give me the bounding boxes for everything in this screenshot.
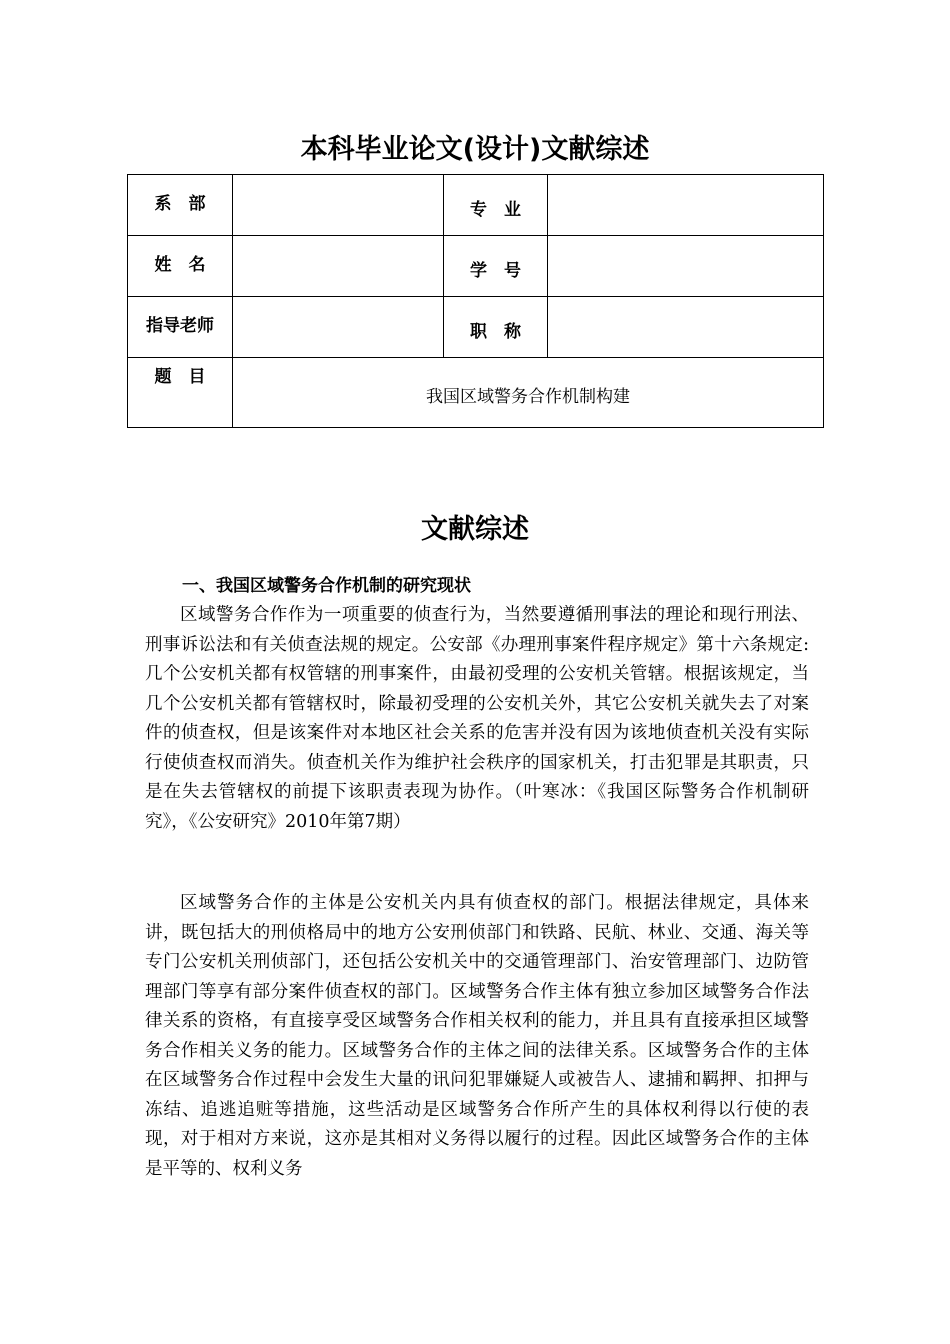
info-table xyxy=(127,174,824,428)
major-label-cell xyxy=(444,175,548,236)
body-paragraph: 区域警务合作的主体是公安机关内具有侦查权的部门。根据法律规定，具体来讲，既包括大的刑侦格局中的地方公安刑侦部门和铁路、民航、林业、交通、海关等专门公安机关刑侦部门，还包括公安机关中的交通管理部门、治安管理部门、边防管理部门等享有部分案件侦查权的部门。区域警务合作主体有独立参加区域警务合作法律关系的资格，有直接享受区域警务合作相关权利的能力，并且具有直接承担区域警务合作相关义务的能力。区域警务合作的主体之间的法律关系。区域警务合作的主体在区域警务合作过程中会发生大量的讯问犯罪嫌疑人或被告人、逮捕和羁押、扣押与冻结、追逃追赃等措施，这些活动是区域警务合作所产生的具体权利得以行使的表现，对于相对方来说，这亦是其相对义务得以履行的过程。因此区域警务合作的主体是平等的、权利义务 xyxy=(145,893,809,1179)
advisor-title-value-cell xyxy=(548,297,824,358)
topic-label: 题 目 xyxy=(154,367,206,387)
advisor-title-label: 职 称 xyxy=(470,322,521,342)
advisor-value-cell xyxy=(233,297,444,358)
table-row xyxy=(128,175,824,236)
table-row xyxy=(128,236,824,297)
table-row xyxy=(128,358,824,428)
major-label: 专 业 xyxy=(470,200,521,220)
topic-label-cell xyxy=(128,358,233,428)
name-label: 姓 名 xyxy=(154,255,206,275)
advisor-label-cell xyxy=(128,297,233,358)
advisor-title-label-cell xyxy=(444,297,548,358)
student-id-label-cell xyxy=(444,236,548,297)
section-heading: 一、我国区域警务合作机制的研究现状 xyxy=(182,576,471,596)
department-label: 系 部 xyxy=(154,194,206,214)
advisor-label: 指导老师 xyxy=(146,316,214,336)
topic-value-cell xyxy=(233,358,824,428)
student-id-value-cell xyxy=(548,236,824,297)
name-label-cell xyxy=(128,236,233,297)
student-id-label: 学 号 xyxy=(470,261,521,281)
document-title: 本科毕业论文(设计)文献综述 xyxy=(300,134,650,165)
department-label-cell xyxy=(128,175,233,236)
major-value-cell xyxy=(548,175,824,236)
body-paragraph: 区域警务合作作为一项重要的侦查行为，当然要遵循刑事法的理论和现行刑法、刑事诉讼法和有关侦查法规的规定。公安部《办理刑事案件程序规定》第十六条规定:几个公安机关都有权管辖的刑事案件，由最初受理的公安机关管辖。根据该规定，当几个公安机关都有管辖权时，除最初受理的公安机关外，其它公安机关就失去了对案件的侦查权，但是该案件对本地区社会关系的危害并没有因为该地侦查机关没有实际行使侦查权而消失。侦查机关作为维护社会秩序的国家机关，打击犯罪是其职责，只是在失去管辖权的前提下该职责表现为协作。（叶寒冰：《我国区际警务合作机制研究》，《公安研究》2010年第7期） xyxy=(145,605,809,832)
review-title: 文献综述 xyxy=(421,514,529,545)
topic-value: 我国区域警务合作机制构建 xyxy=(426,387,630,407)
department-value-cell xyxy=(233,175,444,236)
name-value-cell xyxy=(233,236,444,297)
table-row xyxy=(128,297,824,358)
